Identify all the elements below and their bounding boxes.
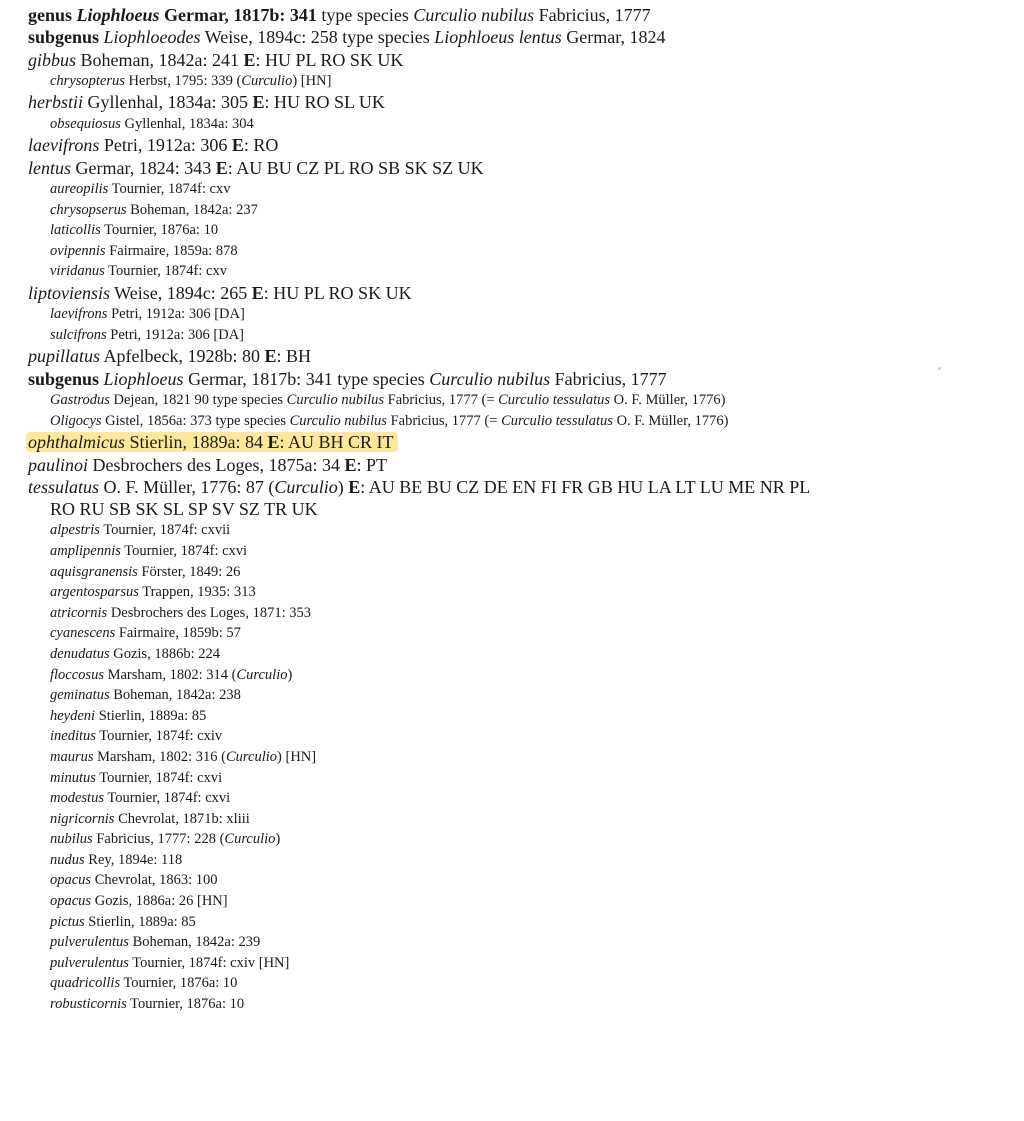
synonym-entry	[28, 114, 1018, 135]
entry-text: O. F. Müller, 1776: 87 (	[99, 476, 275, 497]
taxon-name: ineditus	[50, 728, 96, 745]
entry-text: Tournier, 1874f: cxvi	[95, 769, 223, 786]
entry-text: Tournier, 1876a: 10	[126, 996, 245, 1013]
entry-text: Fabricius, 1777 (=	[384, 392, 499, 409]
taxon-name: maurus	[50, 748, 94, 765]
taxon-name: Liophloeus lentus	[434, 27, 562, 48]
taxon-name: nigricornis	[50, 810, 115, 827]
synonym-entry	[28, 747, 1018, 768]
synonym-entry	[28, 582, 1018, 603]
taxon-name: modestus	[50, 790, 104, 807]
catalogue-entry	[28, 49, 1018, 71]
taxon-name: floccosus	[50, 666, 104, 683]
synonym-entry	[28, 768, 1018, 789]
taxon-name: Curculio nubilus	[429, 368, 551, 389]
synonym-entry	[28, 179, 1018, 200]
taxon-name: Curculio	[226, 748, 278, 765]
taxon-name: aquisgranensis	[50, 563, 138, 580]
region-label: subgenus	[28, 368, 100, 389]
taxon-name: denudatus	[50, 645, 110, 662]
entry-text: Chevrolat, 1863: 100	[91, 872, 218, 889]
entry-text: )	[337, 476, 349, 497]
synonym-entry	[28, 685, 1018, 706]
taxon-name: pupillatus	[28, 346, 101, 367]
catalogue-entry	[28, 476, 1018, 498]
synonym-entry	[28, 850, 1018, 871]
taxon-name: sulcifrons	[50, 326, 107, 343]
taxon-name: nudus	[50, 851, 85, 868]
region-label: E	[264, 346, 277, 367]
synonym-entry	[28, 788, 1018, 809]
entry-text: Tournier, 1874f: cxv	[108, 180, 231, 197]
region-label: E	[348, 476, 361, 497]
entry-text: Fabricius, 1777	[534, 5, 651, 25]
taxon-name: Curculio	[274, 476, 338, 497]
entry-text: Gozis, 1886b: 224	[109, 645, 220, 662]
taxon-name: pulverulentus	[50, 934, 129, 951]
taxon-name: paulinoi	[28, 454, 89, 475]
taxon-name: viridanus	[50, 263, 105, 280]
region-label: E	[344, 454, 357, 475]
taxon-name: argentosparsus	[50, 584, 139, 601]
synonym-entry	[28, 241, 1018, 262]
taxon-name: minutus	[50, 769, 96, 786]
entry-text: Stierlin, 1889a: 85	[95, 707, 207, 724]
catalogue-entry	[28, 26, 1018, 48]
taxon-name: heydeni	[50, 707, 96, 724]
entry-text: Tournier, 1876a: 10	[100, 222, 219, 239]
taxon-name: pulverulentus	[50, 954, 129, 971]
entry-text: Gozis, 1886a: 26 [HN]	[91, 893, 228, 910]
taxon-name: opacus	[50, 872, 92, 889]
synonym-entry	[28, 891, 1018, 912]
entry-text: Tournier, 1874f: cxiv [HN]	[128, 954, 290, 971]
entry-text: Fairmaire, 1859b: 57	[115, 625, 241, 642]
taxon-name: aureopilis	[50, 180, 109, 197]
synonym-entry	[28, 603, 1018, 624]
taxon-name: robusticornis	[50, 996, 127, 1013]
synonym-entry	[28, 973, 1018, 994]
entry-text: Tournier, 1874f: cxiv	[95, 728, 223, 745]
taxon-name: obsequiosus	[50, 115, 121, 132]
entry-text: Herbst, 1795: 339 (	[124, 72, 242, 89]
entry-text: Rey, 1894e: 118	[84, 851, 183, 868]
taxon-name: Curculio tessulatus	[501, 412, 613, 429]
taxon-name: Curculio tessulatus	[498, 392, 610, 409]
region-label: E	[251, 282, 264, 303]
entry-text: Gistel, 1856a: 373 type species	[101, 412, 290, 429]
catalogue-entry	[28, 368, 1018, 390]
region-label: E	[252, 92, 265, 113]
entry-text: Fabricius, 1777 (=	[386, 412, 502, 429]
taxon-name: atricornis	[50, 604, 108, 621]
entry-text: Gyllenhal, 1834a: 304	[120, 115, 254, 132]
region-label: E	[231, 135, 244, 156]
entry-text: Weise, 1894c: 258 type species	[200, 27, 435, 48]
synonym-entry	[28, 71, 1018, 92]
entry-text: Marsham, 1802: 314 (	[103, 666, 237, 683]
synonym-entry	[28, 520, 1018, 541]
synonym-entry	[28, 994, 1018, 1015]
taxon-name: Oligocys	[50, 412, 102, 429]
catalogue-entry	[28, 498, 1018, 520]
taxon-name: gibbus	[28, 49, 77, 70]
entry-text: Germar, 1817b: 341	[159, 5, 317, 25]
synonym-entry	[28, 665, 1018, 686]
entry-text: type species	[316, 5, 414, 25]
entry-text: Weise, 1894c: 265	[110, 282, 252, 303]
synonym-entry	[28, 870, 1018, 891]
synonym-entry	[28, 953, 1018, 974]
catalogue-entry	[28, 345, 1018, 367]
taxon-name: Gastrodus	[50, 392, 110, 409]
entry-text: : AU BE BU CZ DE EN FI FR GB HU LA LT LU ME NR PL	[360, 476, 811, 497]
highlighted-entry	[26, 432, 398, 452]
entry-text: Petri, 1912a: 306 [DA]	[106, 326, 244, 343]
entry-text: Stierlin, 1889a: 85	[84, 913, 196, 930]
taxon-name: Curculio nubilus	[413, 5, 535, 25]
entry-text: )	[287, 666, 293, 683]
entry-text: : HU PL RO SK UK	[255, 49, 404, 70]
taxon-name: quadricollis	[50, 975, 121, 992]
entry-text: Tournier, 1876a: 10	[120, 975, 238, 992]
taxon-name: amplipennis	[50, 542, 121, 559]
taxon-name: nubilus	[50, 831, 93, 848]
catalogue-entry	[28, 431, 1018, 453]
entry-text: : PT	[356, 454, 387, 475]
synonym-entry	[28, 912, 1018, 933]
taxon-name: Curculio	[236, 666, 288, 683]
taxon-name: Liophloeus	[103, 368, 184, 389]
taxon-name: Curculio nubilus	[286, 392, 385, 409]
entry-text: Boheman, 1842a: 237	[126, 201, 258, 218]
synonym-entry	[28, 541, 1018, 562]
synonym-entry	[28, 809, 1018, 830]
taxon-name: pictus	[50, 913, 85, 930]
taxon-name: chrysopterus	[50, 72, 125, 89]
taxon-name: Curculio	[241, 72, 293, 89]
synonym-entry	[28, 304, 1018, 325]
synonym-entry	[28, 220, 1018, 241]
taxon-name: liptoviensis	[28, 282, 110, 303]
taxon-name: chrysopserus	[50, 201, 127, 218]
entry-text: : HU PL RO SK UK	[263, 282, 412, 303]
taxon-name: ophthalmicus	[28, 432, 125, 453]
catalogue-entry	[28, 282, 1018, 304]
taxon-name: Liophloeodes	[103, 27, 201, 48]
taxon-name: alpestris	[50, 522, 100, 539]
taxonomic-catalogue-page	[28, 4, 1018, 1015]
entry-text: Boheman, 1842a: 238	[109, 687, 241, 704]
synonym-entry	[28, 623, 1018, 644]
entry-text: : AU BU CZ PL RO SB SK SZ UK	[227, 157, 484, 178]
taxon-name: opacus	[50, 893, 92, 910]
scan-speck	[938, 367, 941, 370]
entry-text: RO RU SB SK SL SP SV SZ TR UK	[50, 499, 318, 520]
entry-text: Petri, 1912a: 306 [DA]	[107, 306, 245, 323]
synonym-entry	[28, 562, 1018, 583]
synonym-entry	[28, 390, 1018, 411]
synonym-entry	[28, 644, 1018, 665]
entry-text: Dejean, 1821 90 type species	[109, 392, 287, 409]
taxon-name: cyanescens	[50, 625, 116, 642]
synonym-entry	[28, 325, 1018, 346]
entry-text: Fairmaire, 1859a: 878	[105, 242, 238, 259]
entry-text: Fabricius, 1777	[550, 368, 667, 389]
entry-text: : AU BH CR IT	[279, 432, 394, 453]
taxon-name: lentus	[28, 157, 71, 178]
entry-text: Desbrochers des Loges, 1875a: 34	[88, 454, 345, 475]
taxon-name: geminatus	[50, 687, 110, 704]
catalogue-entry	[28, 157, 1018, 179]
catalogue-entry	[28, 454, 1018, 476]
entry-text: O. F. Müller, 1776)	[612, 412, 729, 429]
entry-text: : HU RO SL UK	[264, 92, 385, 113]
synonym-entry	[28, 200, 1018, 221]
entry-text: Tournier, 1874f: cxvi	[120, 542, 248, 559]
synonym-entry	[28, 411, 1018, 432]
entry-text: Germar, 1817b: 341 type species	[183, 368, 430, 389]
entry-text: ) [HN]	[277, 748, 317, 765]
taxon-name: Liophloeus	[76, 5, 160, 25]
entry-text: Tournier, 1874f: cxvi	[103, 790, 231, 807]
taxon-name: ovipennis	[50, 242, 106, 259]
catalogue-entry	[28, 134, 1018, 156]
region-label: E	[267, 432, 280, 453]
synonym-entry	[28, 261, 1018, 282]
entry-text: Marsham, 1802: 316 (	[93, 748, 227, 765]
region-label: subgenus	[28, 27, 100, 48]
entry-text: Germar, 1824: 343	[71, 157, 216, 178]
entry-text: Boheman, 1842a: 239	[128, 934, 261, 951]
entry-text: Apfelbeck, 1928b: 80	[100, 346, 265, 367]
taxon-name: herbstii	[28, 92, 84, 113]
catalogue-entry	[28, 91, 1018, 113]
region-label: E	[215, 157, 228, 178]
taxon-name: laevifrons	[50, 306, 108, 323]
entry-text: Stierlin, 1889a: 84	[125, 432, 268, 453]
entry-text: Tournier, 1874f: cxvii	[99, 522, 231, 539]
entry-text: Chevrolat, 1871b: xliii	[114, 810, 250, 827]
taxon-name: Curculio nubilus	[289, 412, 387, 429]
taxon-name: laevifrons	[28, 135, 100, 156]
synonym-entry	[28, 932, 1018, 953]
entry-text: : BH	[276, 346, 312, 367]
entry-text: O. F. Müller, 1776)	[610, 392, 726, 409]
entry-text: ) [HN]	[292, 72, 332, 89]
entry-text: )	[275, 831, 281, 848]
entry-text: Boheman, 1842a: 241	[76, 49, 244, 70]
entry-text: Förster, 1849: 26	[137, 563, 241, 580]
synonym-entry	[28, 706, 1018, 727]
entry-text: Fabricius, 1777: 228 (	[92, 831, 225, 848]
taxon-name: Curculio	[224, 831, 276, 848]
entry-text: Germar, 1824	[561, 27, 666, 48]
entry-text: Petri, 1912a: 306	[99, 135, 232, 156]
entry-text: Desbrochers des Loges, 1871: 353	[107, 604, 311, 621]
entry-text: : RO	[243, 135, 279, 156]
synonym-entry	[28, 829, 1018, 850]
taxon-name: laticollis	[50, 222, 101, 239]
entry-text: genus	[28, 5, 77, 25]
synonym-entry	[28, 726, 1018, 747]
taxon-name: tessulatus	[28, 476, 100, 497]
entry-text: Tournier, 1874f: cxv	[104, 263, 227, 280]
entry-text: Trappen, 1935: 313	[138, 584, 256, 601]
region-label: E	[243, 49, 256, 70]
catalogue-entry	[28, 4, 1018, 26]
entry-text: Gyllenhal, 1834a: 305	[83, 92, 253, 113]
